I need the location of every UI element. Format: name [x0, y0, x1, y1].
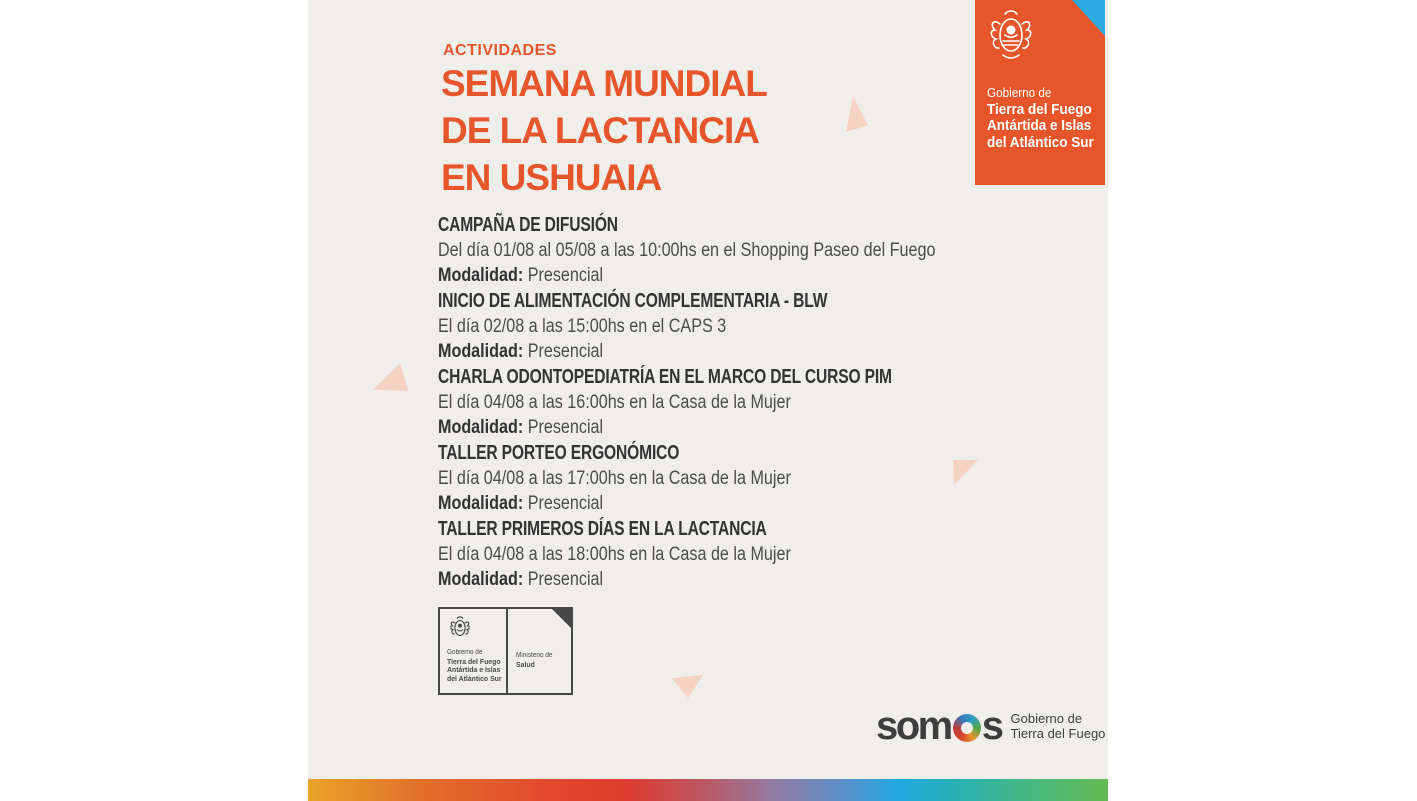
government-badge — [975, 0, 1105, 185]
activity-modality — [438, 567, 965, 592]
gov-line-2: Tierra del Fuego — [447, 656, 501, 666]
ministry-logo-box — [438, 607, 573, 695]
logo-box-ministry-cell — [508, 609, 571, 693]
title-line-2: DE LA LACTANCIA — [441, 110, 759, 151]
page-fold-small-icon — [552, 609, 571, 628]
badge-line-3: Antártida e Islas — [987, 117, 1092, 134]
activity-modality — [438, 263, 965, 288]
triangle-decoration-icon — [373, 363, 408, 392]
activity-item — [438, 365, 1058, 441]
triangle-decoration-icon — [672, 675, 703, 698]
modality-label: Modalidad: — [438, 341, 524, 362]
title-line-1: SEMANA MUNDIAL — [441, 63, 767, 104]
modality-value: Presencial — [527, 569, 604, 590]
modality-label: Modalidad: — [438, 265, 524, 286]
modality-label: Modalidad: — [438, 569, 524, 590]
gov-line-3: Antártida e Islas — [447, 665, 501, 674]
logo-box-government-cell — [440, 609, 508, 693]
somos-logo — [876, 706, 1105, 746]
activity-heading: TALLER PRIMEROS DÍAS EN LA LACTANCIA — [438, 518, 767, 540]
badge-text — [987, 85, 1094, 151]
page-fold-icon — [1072, 0, 1105, 36]
somos-caption — [1011, 711, 1106, 741]
somos-word-start: som — [876, 704, 951, 748]
modality-label: Modalidad: — [438, 493, 524, 514]
activity-detail: El día 04/08 a las 18:00hs en la Casa de la Mujer — [438, 544, 791, 565]
activity-detail: El día 02/08 a las 15:00hs en el CAPS 3 — [438, 316, 727, 337]
badge-line-1: Gobierno de — [987, 85, 1052, 100]
modality-value: Presencial — [527, 341, 604, 362]
modality-value: Presencial — [527, 417, 604, 438]
activity-detail: El día 04/08 a las 17:00hs en la Casa de la Mujer — [438, 468, 791, 489]
gov-line-1: Gobierno de — [447, 649, 483, 656]
title-line-3: EN USHUAIA — [441, 157, 662, 198]
kicker-label: ACTIVIDADES — [443, 42, 557, 59]
modality-label: Modalidad: — [438, 417, 524, 438]
activity-modality — [438, 339, 965, 364]
modality-value: Presencial — [527, 265, 604, 286]
logo-box-government-text — [447, 649, 502, 683]
badge-line-2: Tierra del Fuego — [987, 100, 1092, 118]
somos-caption-line-1: Gobierno de — [1010, 711, 1083, 726]
badge-line-4: del Atlántico Sur — [987, 133, 1094, 151]
activity-modality — [438, 415, 965, 440]
activity-detail: El día 04/08 a las 16:00hs en la Casa de la Mujer — [438, 392, 791, 413]
ministry-line-1: Ministerio de — [516, 652, 553, 659]
activity-heading: CHARLA ODONTOPEDIATRÍA EN EL MARCO DEL CURSO PIM — [438, 366, 892, 388]
activity-item — [438, 517, 1058, 593]
coat-of-arms-icon — [983, 8, 1039, 67]
activity-modality — [438, 491, 965, 516]
ministry-line-2: Salud — [516, 660, 535, 669]
activity-heading: INICIO DE ALIMENTACIÓN COMPLEMENTARIA - BLW — [438, 290, 828, 312]
rainbow-gradient-bar — [308, 779, 1108, 801]
activity-item — [438, 441, 1058, 517]
coat-of-arms-small-icon — [447, 614, 473, 647]
somos-word-end: s — [981, 704, 1002, 748]
activity-heading: CAMPAÑA DE DIFUSIÓN — [438, 214, 618, 236]
modality-value: Presencial — [527, 493, 604, 514]
activity-detail: Del día 01/08 al 05/08 a las 10:00hs en el Shopping Paseo del Fuego — [438, 240, 936, 261]
triangle-decoration-icon — [846, 96, 868, 132]
somos-caption-line-2: Tierra del Fuego — [1010, 726, 1106, 741]
poster-title — [441, 60, 767, 201]
activity-item — [438, 213, 1058, 289]
gov-line-4: del Atlántico Sur — [447, 673, 502, 683]
activity-item — [438, 289, 1058, 365]
color-ring-icon — [953, 714, 981, 742]
logo-box-ministry-text — [516, 651, 553, 669]
lactancia-week-flyer — [308, 0, 1108, 801]
activities-list — [438, 213, 1058, 593]
activity-heading: TALLER PORTEO ERGONÓMICO — [438, 442, 680, 464]
